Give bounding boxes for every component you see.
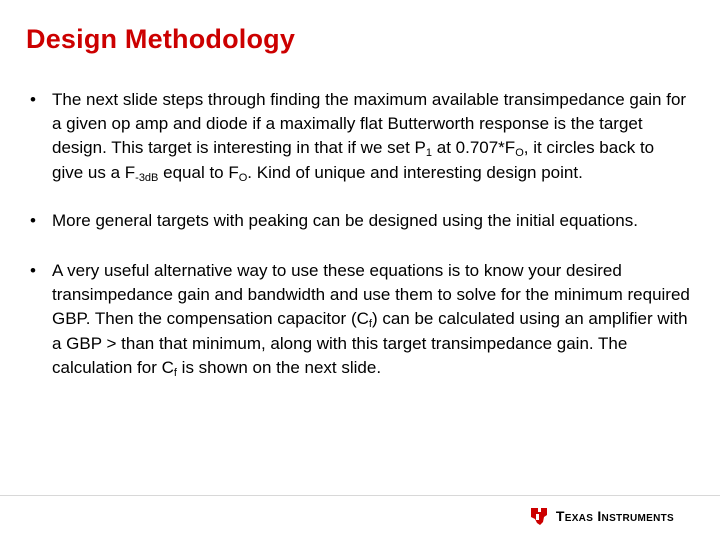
texas-state-logo-icon — [528, 505, 550, 527]
footer-divider — [0, 495, 720, 496]
ti-logo — [528, 505, 674, 527]
bullet-1-text: The next slide steps through finding the maximum available transimpedance gain for a given op amp and diode if a maximally flat Butterworth response is the target design. This target is interesting in that if we set $P_1$ at $0.707*F_O$, it circles back to give us a $F_{-3dB}$ equal to $F_O$. Kind of unique and interesting design point. — [52, 90, 687, 184]
ti-wordmark: Texas Instruments — [555, 508, 674, 524]
bullet-list — [30, 88, 690, 404]
bullet-marker: • — [30, 210, 36, 230]
bullet-2-text: More general targets with peaking can be designed using the initial equations. — [52, 210, 638, 230]
slide-title: Design Methodology — [26, 24, 296, 54]
bullet-item-1 — [30, 88, 690, 185]
bullet-3-text: A very useful alternative way to use these equations is to know your desired transimpedance gain and bandwidth and use them to solve for the minimum required GBP. Then the compensation capacitor $(C_f)$ can be calculated using an amplifier with a GBP > than that minimum, along with this target transimpedance gain. The calculation for $C_f$ is shown on the next slide. — [52, 261, 690, 379]
bullet-marker: • — [30, 90, 36, 109]
bullet-item-3 — [30, 259, 690, 380]
bullet-item-2 — [30, 209, 690, 233]
bullet-marker: • — [30, 261, 36, 281]
